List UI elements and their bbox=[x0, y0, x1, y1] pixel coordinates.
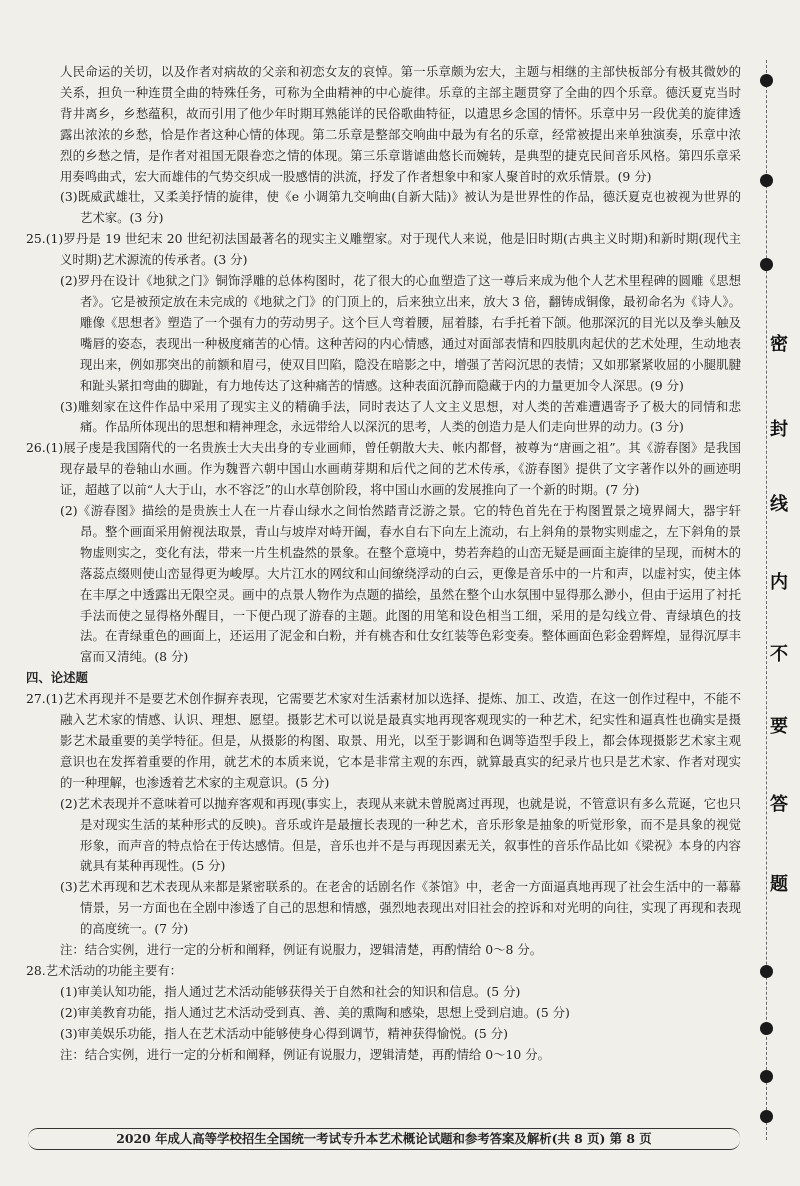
list-item: (2)审美教育功能，指人通过艺术活动受到真、善、美的熏陶和感染，思想上受到启迪。(5 分) bbox=[60, 1004, 570, 1020]
binding-hole-icon bbox=[760, 1070, 773, 1083]
paragraph: 28.艺术活动的功能主要有： bbox=[26, 962, 183, 978]
seal-char: 线 bbox=[770, 494, 788, 515]
paragraph: 26.(1)展子虔是我国隋代的一名贵族士大夫出身的专业画师，曾任朝散大夫、帐内都督，被尊为“唐画之祖”。其《游春图》是我国现存最早的卷轴山水画。作为魏晋六朝中国山水画萌芽期和后代之间的艺术传承，《游春图》提供了文字著作以外的画迹明证，超越了以前“人大于山，水不容泛”的山水草创阶段，将中国山水画的发展推向了一个新的时期。(7 分) bbox=[26, 440, 741, 498]
seal-char: 不 bbox=[770, 644, 788, 665]
seal-char: 封 bbox=[770, 419, 788, 440]
section-heading: 四、论述题 bbox=[26, 670, 88, 686]
seal-dashed-line bbox=[766, 60, 767, 1140]
binding-hole-icon bbox=[760, 965, 773, 978]
seal-margin bbox=[760, 60, 790, 1140]
seal-char: 内 bbox=[770, 572, 788, 593]
seal-char: 答 bbox=[770, 794, 788, 815]
seal-char: 密 bbox=[770, 334, 788, 355]
page-footer: 2020 年成人高等学校招生全国统一考试专升本艺术概论试题和参考答案及解析(共 8 页) 第 8 页 bbox=[28, 1128, 740, 1150]
paragraph: (2)艺术表现并不意味着可以抛弃客观和再现(事实上，表现从来就未曾脱离过再现，也就是说，不管意识有多么荒诞，它也只是对现实生活的某种形式的反映)。音乐或许是最擅长表现的一种艺术，音乐形象是抽象的听觉形象，而不是具象的视觉形象，而声音的特点恰在于传达感情。但是，音乐也并不是与再现因素无关，叙事性的音乐作品比如《梁祝》本身的内容就具有某种再现性。(5 分) bbox=[60, 795, 741, 874]
scoring-note: 注：结合实例，进行一定的分析和阐释，例证有说服力，逻辑清楚，再酌情给 0～10 分。 bbox=[60, 1046, 550, 1062]
paragraph: (2)罗丹在设计《地狱之门》铜饰浮雕的总体构图时，花了很大的心血塑造了这一尊后来成为他个人艺术里程碑的圆雕《思想者》。它是被预定放在未完成的《地狱之门》的门顶上的，后来独立出来，放大 3 倍，翻铸成铜像，最初命名为《诗人》。雕像《思想者》塑造了一个强有力的劳动男子。这个巨人弯着腰，屈着膝，右手托着下颌。他那深沉的目光以及拳头触及嘴唇的姿态，表现出一种极度痛苦的心情。这种苦闷的内心情感，通过对面部表情和四肢肌肉起伏的艺术处理，生动地表现出来，例如那突出的前额和眉弓，使双目凹陷，隐没在暗影之中，增强了苦闷沉思的表情；又如那紧紧收屈的小腿肌腱和趾头紧扣弯曲的脚趾，有力地传达了这种痛苦的情感。这种表面沉静而隐藏于内的力量更加令人深思。(9 分) bbox=[60, 273, 741, 393]
paragraph: (2)《游春图》描绘的是贵族士人在一片春山绿水之间怡然踏青泛游之景。它的特色首先在于构图置景之境界阔大，器宇轩昂。整个画面采用俯视法取景，青山与坡岸对峙开阖，春水自右下向左上流动，右上斜角的景物实则虚之，左下斜角的景物虚则实之，变化有法，带来一片生机盎然的景象。在整个意境中，势若奔趋的山峦无疑是画面主旋律的呈现，而树木的落蕊点缀则使山峦显得更为峻厚。大片江水的网纹和山间缭绕浮动的白云，更像是音乐中的一片和声，以虚衬实，使主体在丰厚之中透露出无限空灵。画中的点景人物作为点题的描绘，虽然在整个山水氛围中显得那么渺小，但由于运用了衬托手法而使之显得格外醒目，一下便凸现了游春的主题。此图的用笔和设色相当工细，采用的是勾线立骨、青绿填色的技法。在青绿重色的画面上，还运用了泥金和白粉，并有桃杏和仕女红装等色彩变奏。整体画面色彩金碧辉煌，显得沉厚丰富而又清纯。(8 分) bbox=[60, 503, 741, 665]
binding-hole-icon bbox=[760, 1022, 773, 1035]
binding-hole-icon bbox=[760, 1110, 773, 1123]
scoring-note: 注：结合实例，进行一定的分析和阐释，例证有说服力，逻辑清楚，再酌情给 0～8 分。 bbox=[60, 942, 543, 958]
binding-hole-icon bbox=[760, 258, 773, 271]
paragraph: 人民命运的关切，以及作者对病故的父亲和初恋女友的哀悼。第一乐章颇为宏大，主题与相继的主部快板部分有极其微妙的关系，担负一种连贯全曲的特殊任务，可称为全曲精神的中心旋律。乐章的主部主题贯穿了全曲的四个乐章。德沃夏克当时背井离乡，乡愁蕴积，故而引用了他少年时期耳熟能详的民俗歌曲特征，以遣思乡念国的情怀。乐章中另一段优美的旋律透露出浓浓的乡愁，恰是作者这种心情的体现。第二乐章是整部交响曲中最为有名的乐章，经常被提出来单独演奏，乐章中浓烈的乡愁之情，是作者对祖国无限眷恋之情的体现。第三乐章谐谑曲悠长而婉转，是典型的捷克民间音乐风格。第四乐章采用奏鸣曲式，宏大而雄伟的气势交织成一股感情的洪流，抒发了作者想象中和家人聚首时的欢乐情景。(9 分) bbox=[60, 64, 741, 184]
paragraph: (3)既威武雄壮，又柔美抒情的旋律，使《e 小调第九交响曲(自新大陆)》被认为是世界性的作品，德沃夏克也被视为世界的艺术家。(3 分) bbox=[60, 189, 741, 226]
list-item: (3)审美娱乐功能，指人在艺术活动中能够使身心得到调节，精神获得愉悦。(5 分) bbox=[60, 1025, 508, 1041]
list-item: (1)审美认知功能，指人通过艺术活动能够获得关于自然和社会的知识和信息。(5 分) bbox=[60, 983, 521, 999]
answer-body bbox=[26, 62, 741, 1066]
paragraph: 27.(1)艺术再现并不是要艺术创作摒弃表现，它需要艺术家对生活素材加以选择、提炼、加工、改造，在这一创作过程中，不能不融入艺术家的情感、认识、理想、愿望。摄影艺术可以说是最真实地再现客观现实的一种艺术，纪实性和逼真性也确实是摄影艺术最重要的美学特征。但是，从摄影的构图、取景、用光，以至于影调和色调等造型手段上，都会体现摄影艺术家主观意识也在发挥着重要的作用，就艺术的本质来说，它本是非常主观的东西，就算最真实的纪录片也只是艺术家、作者对现实的一种理解，也渗透着艺术家的主观意识。(5 分) bbox=[26, 691, 741, 790]
binding-hole-icon bbox=[760, 174, 773, 187]
binding-hole-icon bbox=[760, 74, 773, 87]
paragraph: 25.(1)罗丹是 19 世纪末 20 世纪初法国最著名的现实主义雕塑家。对于现代人来说，他是旧时期(古典主义时期)和新时期(现代主义时期)艺术源流的传承者。(3 分) bbox=[26, 231, 741, 268]
seal-char: 题 bbox=[770, 874, 788, 895]
paragraph: (3)雕刻家在这件作品中采用了现实主义的精确手法，同时表达了人文主义思想，对人类的苦难遭遇寄予了极大的同情和悲痛。作品所体现出的思想和精神理念，永远带给人以深沉的思考，人类的创造力是人们走向世界的动力。(3 分) bbox=[60, 398, 741, 435]
seal-char: 要 bbox=[770, 716, 788, 737]
paragraph: (3)艺术再现和艺术表现从来都是紧密联系的。在老舍的话剧名作《茶馆》中，老舍一方面逼真地再现了社会生活中的一幕幕情景，另一方面也在全剧中渗透了自己的思想和情感，强烈地表现出对旧社会的控诉和对光明的向往，实现了再现和表现的高度统一。(7 分) bbox=[60, 879, 741, 937]
